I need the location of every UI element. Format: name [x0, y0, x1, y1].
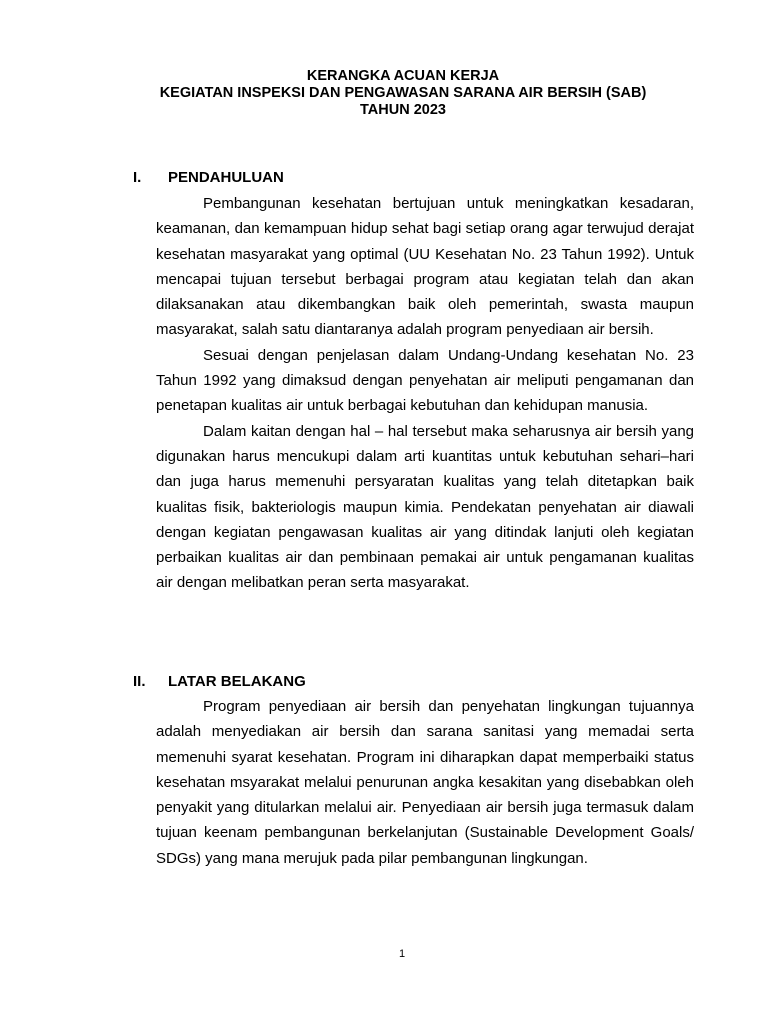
paragraph: Program penyediaan air bersih dan penyehatan lingkungan tujuannya adalah menyediakan air bersih dan sarana sanitasi yang memadai serta memenuhi syarat kesehatan. Program ini diharapkan dapat memperbaiki status kesehatan msyarakat melalui penurunan angka kesakitan yang disebabkan oleh penyakit yang ditularkan melalui air. Penyediaan air bersih juga termasuk dalam tujuan keenam pembangunan berkelanjutan (Sustainable Development Goals/ SDGs) yang mana merujuk pada pilar pembangunan lingkungan.: [156, 698, 694, 867]
title-line-3: TAHUN 2023: [360, 102, 446, 118]
document-title: [0, 68, 768, 119]
section-title: LATAR BELAKANG: [168, 673, 306, 690]
paragraph: Pembangunan kesehatan bertujuan untuk meningkatkan kesadaran, keamanan, dan kemampuan hidup sehat bagi setiap orang agar terwujud derajat kesehatan masyarakat yang optimal (UU Kesehatan No. 23 Tahun 1992). Untuk mencapai tujuan tersebut berbagai program atau kegiatan telah dan akan dilaksanakan atau dikembangkan baik oleh pemerintah, swasta maupun masyarakat, salah satu diantaranya adalah program penyediaan air bersih.: [156, 195, 694, 339]
paragraph: Sesuai dengan penjelasan dalam Undang-Undang kesehatan No. 23 Tahun 1992 yang dimaksud dengan penyehatan air meliputi pengamanan dan penetapan kualitas air untuk berbagai kebutuhan dan kehidupan manusia.: [156, 346, 694, 415]
section-body-pendahuluan: [156, 191, 694, 596]
paragraph: Dalam kaitan dengan hal – hal tersebut maka seharusnya air bersih yang digunakan harus mencukupi dalam arti kuantitas untuk kebutuhan sehari–hari dan juga harus memenuhi persyaratan kualitas yang telah ditetapkan baik kualitas fisik, bakteriologis maupun kimia. Pendekatan penyehatan air diawali dengan kegiatan pengawasan kualitas air yang ditindak lanjuti oleh kegiatan perbaikan kualitas air dan pembinaan pemakai air untuk pengamanan kualitas air dengan melibatkan peran serta masyarakat.: [156, 422, 694, 592]
title-line-2: KEGIATAN INSPEKSI DAN PENGAWASAN SARANA AIR BERSIH (SAB): [159, 85, 647, 101]
section-number: II.: [133, 673, 146, 690]
section-body-latar-belakang: [156, 694, 694, 871]
title-line-1: KERANGKA ACUAN KERJA: [306, 68, 500, 84]
page-number: 1: [398, 948, 406, 960]
section-number: I.: [133, 169, 142, 186]
section-title: PENDAHULUAN: [168, 169, 284, 186]
